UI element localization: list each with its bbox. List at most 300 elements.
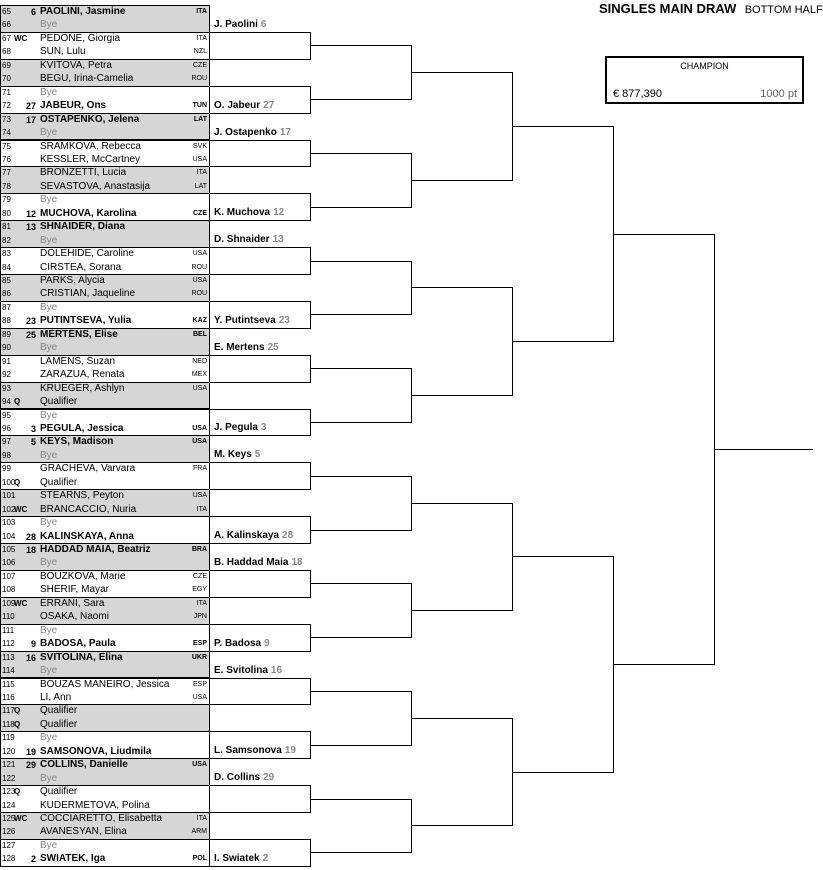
draw-number: 77 [2, 168, 11, 178]
player-name: Qualifier [40, 718, 78, 730]
player-row [0, 625, 210, 637]
r2-player-seed: 27 [263, 99, 275, 111]
player-row [0, 262, 210, 274]
champion-prize: € 877,390 [613, 88, 662, 100]
player-row [0, 598, 210, 610]
r3-line [310, 637, 411, 638]
entry-tag: Q [14, 706, 21, 716]
player-name: JABEUR, Ons [40, 100, 107, 112]
player-row [0, 288, 210, 300]
seed-number: 28 [26, 531, 37, 542]
player-name: PEDONE, Giorgia [40, 32, 121, 44]
draw-number: 113 [2, 652, 15, 662]
qf-line [512, 556, 613, 557]
player-name: SEVASTOVA, Anastasija [40, 180, 151, 192]
r2-player-name: I. Swiatek [214, 852, 260, 864]
player-row [0, 517, 210, 529]
draw-number: 72 [2, 101, 11, 111]
r3-line [310, 852, 411, 853]
r2-line [210, 113, 310, 114]
player-name: STEARNS, Peyton [40, 490, 124, 502]
r2-player [214, 853, 268, 864]
r2-player-name: E. Svitolina [214, 664, 268, 676]
draw-number: 107 [2, 571, 16, 581]
player-row [0, 692, 210, 704]
player-row [0, 154, 210, 166]
entry-tag: Q [14, 719, 21, 729]
qf-line [512, 341, 613, 342]
r2-line [210, 274, 310, 275]
r2-player [214, 530, 293, 541]
r2-player [214, 19, 266, 30]
seed-number: 19 [26, 746, 37, 757]
nationality: ITA [196, 8, 207, 15]
seed-number: 29 [26, 760, 37, 771]
r2-player-name: M. Keys [214, 449, 252, 461]
player-name: GRACHEVA, Varvara [40, 463, 136, 475]
draw-number: 91 [2, 356, 11, 366]
player-row [0, 46, 210, 58]
nationality: TUN [192, 102, 207, 110]
player-row [0, 423, 210, 435]
nationality: USA [192, 761, 207, 769]
r2-player-seed: 17 [279, 126, 291, 138]
player-name: Bye [40, 732, 58, 744]
draw-number: 118 [2, 719, 15, 729]
draw-number: 100 [2, 477, 16, 487]
r3-line [310, 153, 411, 154]
r2-player-seed: 6 [260, 18, 267, 30]
r2-player [214, 772, 274, 783]
nationality: POL [192, 855, 207, 863]
r2-line [210, 570, 310, 571]
player-name: PEGULA, Jessica [40, 422, 124, 434]
r4-line [411, 72, 512, 73]
r2-player [214, 342, 279, 353]
player-row [0, 383, 210, 395]
r2-player-name: O. Jabeur [214, 99, 261, 111]
player-row [0, 33, 210, 45]
player-row [0, 746, 210, 758]
player-name: Bye [40, 19, 58, 31]
r2-player-seed: 12 [273, 207, 285, 219]
r2-line [210, 839, 310, 840]
player-name: OSAKA, Naomi [40, 611, 109, 623]
r3-line [310, 207, 411, 208]
nationality: ROU [191, 290, 207, 298]
nationality: LAT [194, 182, 207, 190]
player-name: Bye [40, 772, 58, 784]
player-name: SVITOLINA, Elina [40, 651, 123, 663]
player-row [0, 719, 210, 731]
nationality: NZL [193, 48, 207, 56]
r2-line [210, 166, 310, 167]
r2-player-name: J. Paolini [214, 18, 258, 30]
seed-number: 9 [30, 639, 36, 650]
r3-line [310, 99, 411, 100]
r2-player-seed: 2 [262, 852, 269, 864]
r4-line [411, 825, 512, 826]
r4-line [411, 287, 512, 288]
r3-line [310, 530, 411, 531]
player-row [0, 167, 210, 179]
r2-line [210, 220, 310, 221]
r2-line [210, 59, 310, 60]
draw-number: 115 [2, 679, 15, 689]
draw-number: 108 [2, 585, 16, 595]
player-name: BEGU, Irina-Camelia [40, 73, 134, 85]
draw-number: 124 [2, 800, 16, 810]
r3-line [310, 476, 411, 477]
player-row [0, 477, 210, 489]
draw-number: 92 [2, 370, 11, 380]
seed-number: 17 [26, 114, 37, 125]
r2-player-name: J. Pegula [214, 422, 258, 434]
player-name: PUTINTSEVA, Yulia [40, 315, 132, 327]
r2-player-name: L. Samsonova [214, 745, 282, 757]
player-row [0, 235, 210, 247]
draw-number: 83 [2, 249, 11, 259]
player-row [0, 504, 210, 516]
draw-number: 95 [2, 410, 11, 420]
player-name: Bye [40, 234, 58, 246]
draw-number: 93 [2, 383, 11, 393]
draw-number: 114 [2, 666, 15, 676]
player-row [0, 759, 210, 771]
player-name: Bye [40, 449, 58, 461]
player-row [0, 194, 210, 206]
seed-number: 6 [30, 7, 36, 17]
player-row [0, 531, 210, 543]
final-line [714, 449, 813, 450]
r2-line [210, 731, 310, 732]
player-row [0, 732, 210, 744]
player-row [0, 463, 210, 475]
nationality: JPN [193, 613, 207, 621]
draw-number: 116 [2, 692, 15, 702]
draw-number: 125 [2, 814, 16, 823]
draw-number: 99 [2, 464, 11, 474]
entry-tag: WC [14, 33, 28, 43]
player-name: Bye [40, 86, 58, 98]
r2-player-seed: 23 [278, 314, 290, 326]
seed-number: 18 [26, 545, 37, 555]
draw-number: 89 [2, 329, 11, 339]
r2-player-name: J. Ostapenko [214, 126, 277, 138]
r2-player-seed: 25 [267, 341, 279, 353]
player-name: Bye [40, 557, 58, 569]
r3-line [310, 745, 411, 746]
draw-number: 96 [2, 423, 11, 433]
r2-player-name: K. Muchova [214, 207, 271, 219]
player-name: OSTAPENKO, Jelena [40, 113, 140, 125]
r2-player-seed: 18 [291, 556, 303, 568]
sf-line [613, 664, 714, 665]
r4-line [411, 180, 512, 181]
player-name: Bye [40, 127, 58, 139]
r2-player [214, 234, 284, 245]
nationality: LAT [193, 115, 207, 123]
r2-player [214, 665, 282, 676]
r2-player [214, 315, 290, 326]
player-row [0, 369, 210, 381]
player-row [0, 356, 210, 368]
entry-tag: WC [14, 598, 28, 608]
player-name: MERTENS, Elise [40, 328, 118, 340]
draw-number: 102 [2, 504, 16, 514]
nationality: SVK [192, 142, 207, 150]
r3-line [310, 799, 411, 800]
player-name: Bye [40, 409, 58, 421]
qf-line [512, 772, 613, 773]
draw-number: 85 [2, 276, 11, 285]
player-row [0, 638, 210, 650]
r2-line [210, 462, 310, 463]
draw-number: 126 [2, 827, 16, 837]
r2-line [210, 409, 310, 410]
player-name: Qualifier [40, 786, 78, 798]
player-row [0, 436, 210, 448]
player-name: SHNAIDER, Diana [40, 221, 126, 233]
nationality: ESP [192, 680, 207, 688]
player-name: Bye [40, 624, 58, 636]
r4-line [411, 503, 512, 504]
draw-number: 65 [2, 7, 11, 16]
r2-line [210, 704, 310, 705]
entry-tag: Q [14, 477, 21, 487]
nationality: USA [192, 492, 207, 500]
r2-line [210, 866, 310, 867]
player-row [0, 571, 210, 583]
nationality: USA [192, 277, 207, 284]
player-name: SUN, Lulu [40, 46, 86, 58]
player-name: LI, Ann [40, 691, 72, 703]
draw-number: 122 [2, 773, 16, 783]
draw-number: 103 [2, 518, 16, 528]
r2-player-name: B. Haddad Maia [214, 556, 289, 568]
r2-line [210, 140, 310, 141]
draw-title [599, 0, 823, 18]
nationality: USA [192, 384, 207, 392]
draw-number: 81 [2, 222, 11, 232]
player-row [0, 6, 210, 18]
player-name: ZARAZUA, Renata [40, 369, 125, 381]
draw-number: 109 [2, 598, 16, 608]
draw-number: 94 [2, 397, 11, 407]
player-row [0, 786, 210, 798]
player-name: BRONZETTI, Lucia [40, 167, 127, 179]
player-row [0, 557, 210, 569]
player-name: SWIATEK, Iga [40, 853, 106, 865]
r2-player-name: A. Kalinskaya [214, 530, 280, 541]
r2-player [214, 557, 303, 568]
player-row [0, 302, 210, 314]
entry-tag: WC [14, 814, 28, 823]
r2-player-seed: 3 [260, 422, 267, 434]
nationality: NED [192, 357, 207, 365]
seed-number: 13 [26, 222, 37, 233]
draw-number: 73 [2, 114, 11, 124]
r2-line [210, 86, 310, 87]
player-name: ERRANI, Sara [40, 597, 105, 609]
player-row [0, 665, 210, 677]
entry-tag: Q [14, 787, 21, 797]
r2-player-name: D. Collins [214, 772, 261, 784]
player-row [0, 315, 210, 327]
nationality: CZE [193, 209, 207, 217]
player-name: KVITOVA, Petra [40, 59, 112, 71]
draw-number: 120 [2, 746, 16, 756]
draw-number: 104 [2, 531, 16, 541]
nationality: ESP [192, 640, 207, 648]
player-row [0, 840, 210, 852]
r2-player [214, 127, 291, 138]
player-row [0, 100, 210, 112]
r2-player-seed: 13 [272, 234, 284, 246]
seed-number: 5 [30, 437, 36, 448]
nationality: FRA [193, 465, 207, 473]
nationality: USA [192, 155, 207, 163]
player-row [0, 342, 210, 354]
nationality: BRA [191, 546, 207, 553]
player-name: AVANESYAN, Elina [40, 826, 127, 838]
player-name: PARKS, Alycia [40, 275, 105, 286]
r2-player-seed: 5 [254, 449, 261, 461]
nationality: KAZ [192, 317, 207, 325]
r2-line [210, 435, 310, 436]
player-name: Qualifier [40, 705, 78, 717]
r4-line [411, 395, 512, 396]
player-name: BOUZKOVA, Marie [40, 570, 126, 582]
player-row [0, 705, 210, 717]
draw-number: 68 [2, 47, 11, 57]
r2-player [214, 422, 266, 433]
player-row [0, 584, 210, 596]
champion-points: 1000 pt [760, 88, 797, 100]
r2-line [210, 624, 310, 625]
r2-line [210, 543, 310, 544]
draw-number: 71 [2, 87, 11, 97]
r3-line [310, 314, 411, 315]
r2-line [210, 382, 310, 383]
draw-number: 88 [2, 316, 11, 326]
champion-label: CHAMPION [680, 61, 729, 71]
nationality: CZE [193, 61, 207, 69]
r3-line [310, 45, 411, 46]
player-row [0, 396, 210, 408]
r2-player-seed: 28 [282, 530, 294, 541]
r3-line [310, 691, 411, 692]
nationality: UKR [191, 653, 207, 661]
r2-line [210, 678, 310, 679]
r3-line [310, 261, 411, 262]
draw-title-sub: BOTTOM HALF [744, 4, 823, 16]
draw-number: 101 [2, 491, 16, 501]
player-row [0, 853, 210, 865]
r2-player-seed: 29 [263, 772, 275, 784]
r2-player-name: D. Shnaider [214, 234, 270, 246]
draw-number: 90 [2, 343, 11, 353]
player-row [0, 679, 210, 691]
player-name: Bye [40, 665, 58, 677]
player-row [0, 127, 210, 139]
nationality: MEX [191, 371, 207, 379]
draw-number: 67 [2, 33, 11, 43]
player-row [0, 181, 210, 193]
player-name: CIRSTEA, Sorana [40, 261, 122, 273]
player-row [0, 73, 210, 85]
player-name: KRUEGER, Ashlyn [40, 382, 125, 394]
draw-number: 75 [2, 141, 11, 151]
draw-number: 70 [2, 74, 11, 84]
nationality: EGY [192, 586, 207, 594]
player-name: CRISTIAN, Jaqueline [40, 288, 136, 300]
player-row [0, 652, 210, 664]
r2-line [210, 758, 310, 759]
r4-line [411, 610, 512, 611]
nationality: ITA [196, 169, 207, 177]
player-row [0, 114, 210, 126]
player-row [0, 450, 210, 462]
player-row [0, 490, 210, 502]
draw-number: 128 [2, 854, 16, 864]
nationality: BEL [193, 330, 207, 338]
draw-number: 78 [2, 181, 11, 191]
player-name: KESSLER, McCartney [40, 153, 141, 165]
player-name: DOLEHIDE, Caroline [40, 248, 134, 260]
r2-line [210, 785, 310, 786]
player-row [0, 826, 210, 838]
player-name: BRANCACCIO, Nuria [40, 503, 137, 515]
draw-number: 84 [2, 262, 11, 272]
draw-title-main: SINGLES MAIN DRAW [599, 1, 737, 16]
draw-number: 106 [2, 558, 16, 568]
nationality: ROU [191, 75, 207, 83]
seed-number: 2 [30, 854, 36, 865]
player-name: BADOSA, Paula [40, 638, 116, 650]
draw-number: 117 [2, 706, 15, 716]
nationality: ITA [196, 505, 207, 513]
player-name: SHERIF, Mayar [40, 584, 109, 596]
player-row [0, 19, 210, 31]
r2-player [214, 100, 274, 111]
player-name: Bye [40, 194, 58, 206]
player-row [0, 221, 210, 233]
draw-number: 105 [2, 545, 16, 554]
player-row [0, 544, 210, 556]
draw-number: 112 [2, 639, 15, 649]
r2-player [214, 638, 270, 649]
player-row [0, 87, 210, 99]
player-row [0, 611, 210, 623]
entry-tag: WC [14, 504, 28, 514]
draw-number: 86 [2, 289, 11, 299]
r2-player-seed: 9 [264, 637, 270, 649]
player-name: Bye [40, 839, 58, 851]
draw-number: 80 [2, 208, 11, 218]
r2-line [210, 597, 310, 598]
nationality: ITA [196, 815, 207, 822]
player-row [0, 800, 210, 812]
r3-line [310, 422, 411, 423]
draw-number: 121 [2, 760, 16, 770]
nationality: ITA [196, 34, 207, 42]
r2-player-name: P. Badosa [214, 637, 262, 649]
player-name: COCCIARETTO, Elisabetta [40, 813, 163, 824]
nationality: USA [192, 250, 207, 258]
player-name: KALINSKAYA, Anna [40, 530, 134, 542]
player-name: SAMSONOVA, Liudmila [40, 745, 152, 757]
